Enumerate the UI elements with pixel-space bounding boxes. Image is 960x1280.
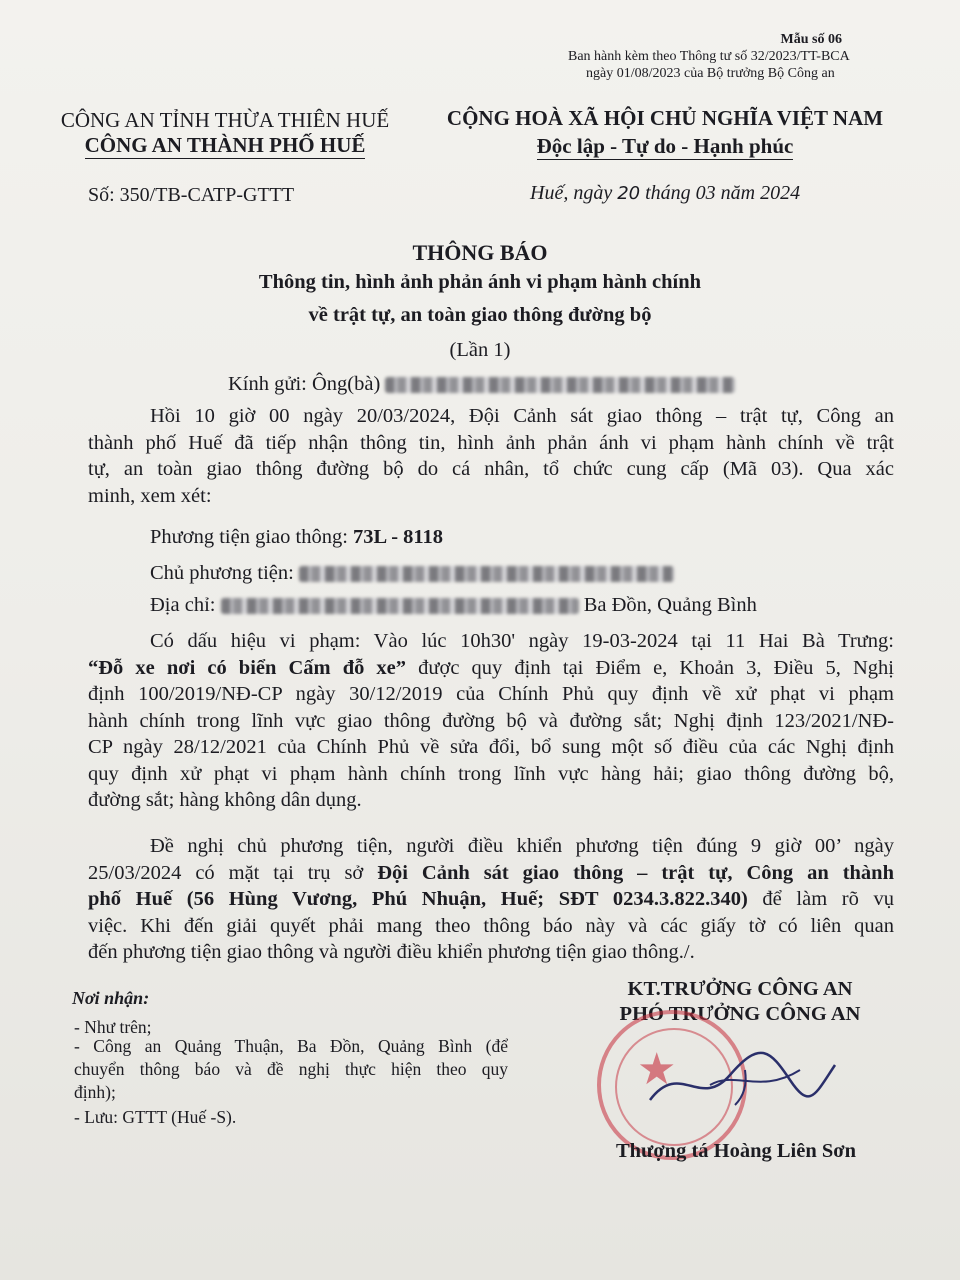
violation-line: định 100/2019/NĐ-CP ngày 30/12/2019 của Chính Phủ quy định về xử phạt vi phạm [88,683,894,705]
agency-name: CÔNG AN THÀNH PHỐ HUẾ [84,133,366,157]
document-number: Số: 350/TB-CATP-GTTT [88,184,295,206]
violation-line: CP ngày 28/12/2021 của Chính Phủ về sửa đổi, bổ sung một số điều của các Nghị định [88,736,894,758]
request-line-2-pre: 25/03/2024 có mặt tại trụ sở [88,861,378,884]
nation-name: CỘNG HOÀ XÃ HỘI CHỦ NGHĨA VIỆT NAM [446,106,884,130]
request-line: việc. Khi đến giải quyết phải mang theo thông báo này và các giấy tờ có liên quan [88,914,894,937]
recipients-label: Nơi nhận: [72,988,150,1008]
request-paragraph [88,833,894,966]
vehicle-plate-line [150,524,443,551]
date-suffix: tháng 03 năm 2024 [640,182,801,204]
intro-line: Hồi 10 giờ 00 ngày 20/03/2024, Đội Cảnh sát giao thông – trật tự, Công an [150,405,894,427]
recipient-item: - Công an Quảng Thuận, Ba Đồn, Quảng Bình (để [74,1036,508,1056]
signer-title-1: KT.TRƯỞNG CÔNG AN [627,978,853,1000]
recipient-item: chuyển thông báo và đề nghị thực hiện theo quy [74,1059,508,1079]
redacted-owner [299,566,674,582]
violation-paragraph [88,628,894,814]
recipient-label: Kính gửi: Ông(bà) [228,373,381,395]
agency-name-block [40,133,410,158]
intro-paragraph [88,403,894,509]
request-line: Đề nghị chủ phương tiện, người điều khiển phương tiện đúng 9 giờ 00’ ngày [150,835,894,857]
violation-line-2-rest: được quy định tại Điểm e, Khoản 3, Điều 5, Nghị [406,656,894,679]
signer-title-2: PHÓ TRƯỞNG CÔNG AN [619,1003,861,1025]
vehicle-address-line [150,592,757,619]
form-number: Mẫu số 06 [780,32,842,47]
redacted-recipient [385,377,735,393]
violation-line: quy định xử phạt vi phạm hành chính trong lĩnh vực hàng hải; giao thông đường bộ, [88,762,894,785]
notice-subtitle-2: về trật tự, an toàn giao thông đường bộ [308,304,652,326]
violation-line-2 [88,655,894,682]
owner-label: Chủ phương tiện: [150,562,299,584]
plate-number: 73L - 8118 [353,526,444,548]
request-line-2 [88,860,894,887]
handwritten-signature [640,1040,840,1120]
date-day: 20 [617,183,641,204]
notice-subtitle-1: Thông tin, hình ảnh phản ánh vi phạm hành chính [258,271,702,293]
notice-round: (Lần 1) [449,339,511,361]
document-date [530,182,800,205]
address-visible: Ba Đồn, Quảng Bình [583,594,757,616]
star-icon: ★ [637,1045,677,1094]
form-issued-line1: Ban hành kèm theo Thông tư số 32/2023/TT-BCA [568,49,850,64]
nation-motto: Độc lập - Tự do - Hạnh phúc [536,134,794,158]
nation-motto-block [420,134,910,159]
request-line-3 [88,886,894,913]
intro-line: tự, an toàn giao thông đường bộ do cá nhân, tổ chức cung cấp (Mã 03). Qua xác [88,458,894,480]
recipient-item: - Lưu: GTTT (Huế -S). [74,1107,237,1127]
request-address: phố Huế (56 Hùng Vương, Phú Nhuận, Huế; SĐT 0234.3.822.340) [88,888,748,910]
recipient-item: - Như trên; [74,1017,152,1037]
address-label: Địa chỉ: [150,594,221,616]
vehicle-owner-line [150,560,674,587]
date-prefix: Huế, ngày [530,182,618,204]
plate-label: Phương tiện giao thông: [150,526,354,548]
violation-line: hành chính trong lĩnh vực giao thông đường bộ và đường sắt; Nghị định 123/2021/NĐ- [88,709,894,732]
violation-type: “Đỗ xe nơi có biển Cấm đỗ xe” [88,656,407,679]
violation-line: Có dấu hiệu vi phạm: Vào lúc 10h30' ngày 19-03-2024 tại 11 Hai Bà Trưng: [150,630,894,652]
violation-line: đường sắt; hàng không dân dụng. [88,789,362,811]
recipient-line [228,371,735,398]
request-line: đến phương tiện giao thông và người điều khiển phương tiện giao thông./. [88,941,695,963]
intro-line: thành phố Huế đã tiếp nhận thông tin, hình ảnh phản ánh vi phạm hành chính về trật [88,431,894,454]
request-line-3-rest: để làm rõ vụ [747,888,894,910]
request-office: Đội Cảnh sát giao thông – trật tự, Công an thành [377,861,894,884]
signer-name: Thượng tá Hoàng Liên Sơn [615,1140,857,1162]
notice-heading: THÔNG BÁO [412,240,548,265]
redacted-address [221,598,579,614]
intro-line: minh, xem xét: [88,484,212,507]
form-issued-line2: ngày 01/08/2023 của Bộ trưởng Bộ Công an [586,66,835,81]
agency-parent: CÔNG AN TỈNH THỪA THIÊN HUẾ [60,108,390,132]
recipient-item: định); [74,1082,116,1102]
